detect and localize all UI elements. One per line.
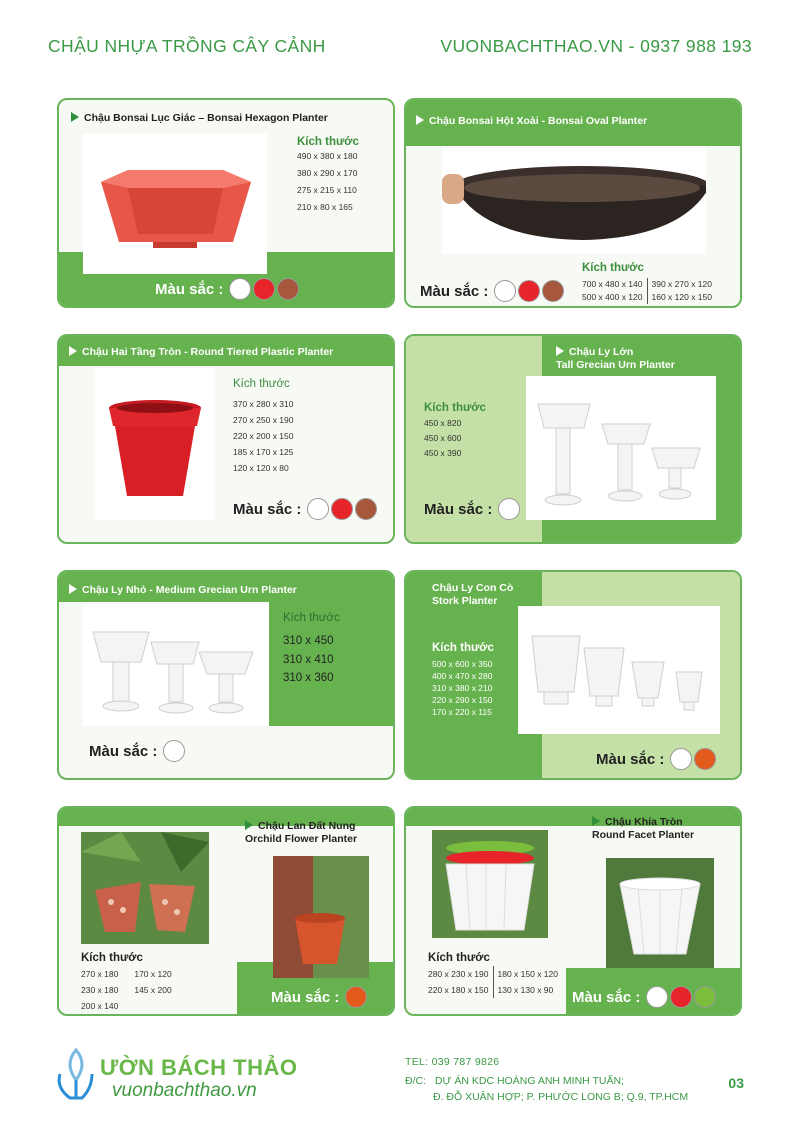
product-title: Chậu Hai Tầng Tròn - Round Tiered Plastic Planter	[69, 346, 333, 359]
product-title: Chậu Bonsai Lục Giác – Bonsai Hexagon Planter	[71, 112, 328, 125]
size-label: Kích thước	[424, 402, 486, 414]
address-line-2: Đ. ĐỖ XUÂN HỢP; P. PHƯỚC LONG B; Q.9, TP.HCM	[433, 1091, 689, 1103]
color-swatch-white[interactable]	[494, 280, 516, 302]
header-title: CHẬU NHỰA TRỒNG CÂY CẢNH	[48, 36, 326, 56]
product-image	[518, 606, 720, 734]
product-card-oval	[404, 98, 742, 308]
footer-address	[405, 1073, 688, 1105]
product-image	[83, 604, 269, 726]
product-card-round-facet	[404, 806, 742, 1016]
round-facet-stack-illustration	[432, 830, 548, 938]
stork-planter-illustration	[518, 606, 720, 734]
color-label: Màu sắc :	[572, 988, 641, 1006]
size-label: Kích thước	[233, 378, 290, 390]
color-options	[572, 986, 718, 1008]
color-swatch-orange[interactable]	[345, 986, 367, 1008]
size-list: 370 x 280 x 310 270 x 250 x 190 220 x 200 x 150 185 x 170 x 125 120 x 120 x 80	[233, 399, 294, 473]
color-swatch-red[interactable]	[331, 498, 353, 520]
product-card-orchid	[57, 806, 395, 1016]
size-list: 700 x 480 x 140 500 x 400 x 120 390 x 270 x 120 160 x 120 x 150	[582, 279, 712, 302]
triangle-bullet-icon	[69, 346, 77, 356]
logo-url: vuonbachthao.vn	[112, 1080, 257, 1101]
triangle-bullet-icon	[556, 346, 564, 356]
size-list: 310 x 450 310 x 410 310 x 360	[283, 635, 334, 684]
size-label: Kích thước	[283, 612, 340, 624]
size-list: 450 x 820 450 x 600 450 x 390	[424, 418, 462, 458]
color-swatch-light-green[interactable]	[694, 986, 716, 1008]
size-list: 490 x 380 x 180 380 x 290 x 170 275 x 215 x 110 210 x 80 x 165	[297, 151, 358, 212]
color-label: Màu sắc :	[155, 280, 224, 298]
color-swatch-brown[interactable]	[355, 498, 377, 520]
color-label: Màu sắc :	[420, 282, 489, 300]
round-facet-planter-illustration	[606, 858, 714, 968]
color-swatch-red[interactable]	[518, 280, 540, 302]
color-swatch-brown[interactable]	[542, 280, 564, 302]
product-title: Chậu Ly Lớn Tall Grecian Urn Planter	[556, 346, 675, 371]
address-label: Đ/C:	[405, 1075, 426, 1087]
color-swatch-white[interactable]	[498, 498, 520, 520]
size-list: 270 x 180 230 x 180 200 x 140 170 x 120 145 x 200	[81, 969, 172, 1011]
triangle-bullet-icon	[245, 820, 253, 830]
page-header	[48, 36, 752, 58]
triangle-bullet-icon	[71, 112, 79, 122]
color-options	[233, 498, 379, 520]
color-options	[420, 280, 566, 302]
oval-planter-illustration	[442, 148, 706, 254]
color-options	[155, 278, 301, 300]
product-image	[442, 148, 706, 254]
round-tiered-planter-illustration	[95, 368, 215, 520]
color-label: Màu sắc :	[424, 500, 493, 518]
product-card-stork	[404, 570, 742, 780]
orchid-planter-illustration	[81, 832, 209, 944]
product-title: Chậu Ly Con Cò Stork Planter	[432, 582, 514, 607]
color-swatch-orange[interactable]	[694, 748, 716, 770]
color-label: Màu sắc :	[233, 500, 302, 518]
orchid-planter-photo-illustration	[273, 856, 369, 978]
color-label: Màu sắc :	[271, 988, 340, 1006]
size-label: Kích thước	[582, 262, 644, 274]
size-list: 280 x 230 x 190 220 x 180 x 150 180 x 150 x 120 130 x 130 x 90	[428, 966, 558, 998]
color-options	[89, 740, 187, 762]
page-number: 03	[728, 1075, 744, 1091]
product-title: Chậu Bonsai Hột Xoài - Bonsai Oval Planter	[416, 115, 647, 128]
color-options	[271, 986, 369, 1008]
color-swatch-red[interactable]	[253, 278, 275, 300]
size-label: Kích thước	[432, 642, 494, 654]
leaf-logo-icon	[52, 1040, 100, 1102]
product-card-round-tiered	[57, 334, 395, 544]
size-label: Kích thước	[297, 136, 359, 148]
product-title: Chậu Khía Tròn Round Facet Planter	[592, 816, 695, 841]
header-contact: VUONBACHTHAO.VN - 0937 988 193	[440, 36, 752, 56]
product-image	[81, 832, 209, 944]
product-card-medium-urn	[57, 570, 395, 780]
color-swatch-white[interactable]	[229, 278, 251, 300]
color-swatch-white[interactable]	[646, 986, 668, 1008]
triangle-bullet-icon	[592, 816, 600, 826]
footer-tel: TEL: 039 787 9826	[405, 1056, 500, 1068]
product-title: Chậu Ly Nhỏ - Medium Grecian Urn Planter	[69, 584, 297, 597]
color-options	[596, 748, 718, 770]
product-image	[83, 134, 267, 274]
size-list: 500 x 600 x 350 400 x 470 x 280 310 x 380 x 210 220 x 290 x 150 170 x 220 x 115	[432, 659, 493, 717]
color-label: Màu sắc :	[596, 750, 665, 768]
size-label: Kích thước	[81, 952, 143, 964]
color-swatch-white[interactable]	[670, 748, 692, 770]
color-swatch-brown[interactable]	[277, 278, 299, 300]
hexagon-planter-illustration	[83, 134, 267, 274]
product-image	[95, 368, 215, 520]
product-image	[526, 376, 716, 520]
product-card-tall-urn	[404, 334, 742, 544]
color-options	[424, 498, 522, 520]
product-title: Chậu Lan Đất Nung Orchild Flower Planter	[245, 820, 358, 845]
address-line-1: DỰ ÁN KDC HOÀNG ANH MINH TUẤN;	[434, 1075, 624, 1087]
triangle-bullet-icon	[416, 115, 424, 125]
product-card-hexagon	[57, 98, 395, 308]
logo-text: ƯỜN BÁCH THẢO	[100, 1055, 298, 1080]
size-label: Kích thước	[428, 952, 490, 964]
product-image	[432, 830, 548, 938]
color-swatch-red[interactable]	[670, 986, 692, 1008]
tall-urn-planter-illustration	[526, 376, 716, 520]
product-image-2	[273, 856, 369, 978]
color-swatch-white[interactable]	[163, 740, 185, 762]
color-swatch-white[interactable]	[307, 498, 329, 520]
product-image-2	[606, 858, 714, 968]
medium-urn-planter-illustration	[83, 604, 269, 726]
triangle-bullet-icon	[69, 584, 77, 594]
color-label: Màu sắc :	[89, 742, 158, 760]
